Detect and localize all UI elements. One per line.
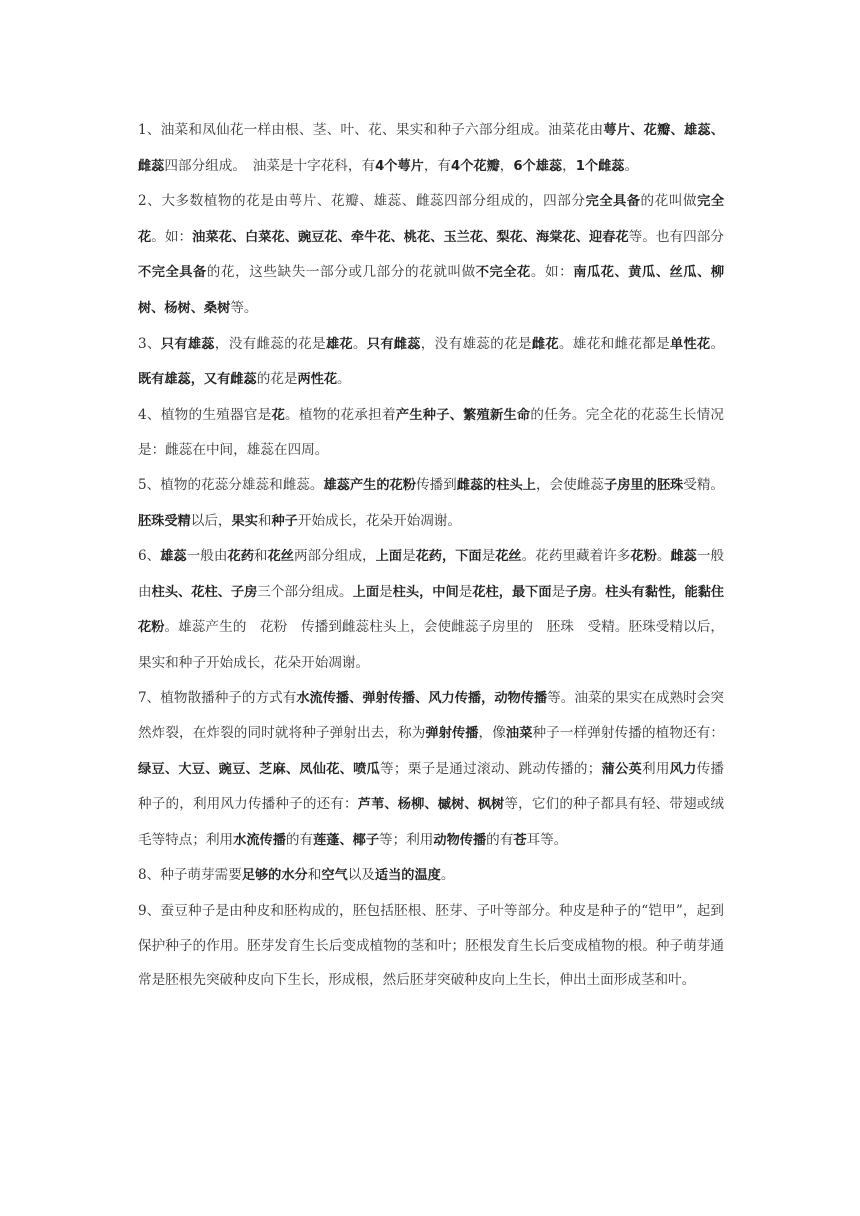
bold-text: 水流传播 bbox=[233, 832, 286, 848]
text-run: 8、种子萌芽需要 bbox=[138, 867, 242, 884]
text-run: 受精。 bbox=[683, 476, 725, 493]
text-run: 的有 bbox=[285, 831, 314, 848]
text-run: 等；利用 bbox=[379, 831, 434, 848]
bold-text: 完全花 bbox=[138, 194, 725, 245]
text-run: 的花叫做 bbox=[640, 193, 698, 210]
text-run: 的任务。完全花的花蕊生长情况是：雌蕊在中间，雄蕊在四周。 bbox=[138, 406, 725, 459]
text-run: 。 bbox=[591, 583, 606, 600]
bold-text: 油菜 bbox=[505, 726, 533, 742]
text-run: 两部分组成， bbox=[293, 548, 376, 565]
text-run: 和 bbox=[257, 512, 272, 529]
text-run: 3、 bbox=[138, 335, 161, 352]
text-run: 三个部分组成。 bbox=[257, 583, 353, 600]
bold-text: 南瓜花、黄瓜、丝瓜、柳树、杨树、桑树 bbox=[138, 265, 725, 316]
text-run: 2、大多数植物的花是由萼片、花瓣、雄蕊、雌蕊四部分组成的，四部分 bbox=[138, 193, 586, 210]
bold-text: 油菜花、白菜花、豌豆花、牵牛花、桃花、玉兰花、梨花、海棠花、迎春花 bbox=[192, 229, 629, 245]
bold-text: 不完全花 bbox=[475, 265, 531, 281]
bold-text: 绿豆、大豆、豌豆、芝麻、凤仙花、喷瓜 bbox=[138, 761, 381, 777]
bold-text: 花丝 bbox=[495, 549, 522, 565]
text-run: ，像 bbox=[478, 725, 506, 742]
paragraph-8 bbox=[138, 858, 724, 894]
text-run: 9、蚕豆种子是由种皮和胚构成的，胚包括胚根、胚芽、子叶等部分。种皮是种子的“铠甲”，起到保护种子的作用。胚芽发育生长后变成植物的茎和叶；胚根发育生长后变成植物的根。种子萌芽通常是胚根先突破种皮向下生长，形成根，然后胚芽突破种皮向上生长，伸出土面形成茎和叶。 bbox=[138, 903, 724, 989]
paragraph-6 bbox=[138, 539, 724, 680]
text-run: 等。油菜的果实在成熟时会突然炸裂，在炸裂的同时就将种子弹射出去，称为 bbox=[138, 689, 724, 742]
text-run: 。 bbox=[440, 867, 455, 884]
paragraph-5 bbox=[138, 468, 724, 539]
text-run: 。花药里藏着许多 bbox=[521, 548, 631, 565]
bold-text: 完全具备 bbox=[585, 194, 641, 210]
bold-text: 上面 bbox=[352, 584, 380, 600]
text-run: 等。也有四部分 bbox=[628, 228, 725, 245]
bold-text: 花丝 bbox=[267, 549, 294, 565]
bold-text: 雄花 bbox=[325, 336, 353, 352]
bold-text: 只有雌蕊 bbox=[366, 336, 421, 352]
text-run: 以及 bbox=[347, 867, 375, 884]
text-run: 。植物的花承担着 bbox=[285, 406, 396, 423]
bold-text: 花柱，最下面 bbox=[472, 584, 552, 600]
bold-text: 蒲公英 bbox=[601, 761, 642, 777]
text-run: 1、油菜和凤仙花一样由根、茎、叶、花、果实和种子六部分组成。油菜花由 bbox=[138, 122, 604, 138]
bold-text: 既有雄蕊，又有雌蕊 bbox=[138, 372, 257, 388]
bold-text: 果实 bbox=[231, 513, 258, 529]
text-run: 以后， bbox=[190, 512, 232, 529]
paragraph-3 bbox=[138, 327, 724, 398]
bold-text: 水流传播、弹射传播、风力传播，动物传播 bbox=[296, 690, 548, 706]
bold-text: 子房 bbox=[565, 584, 592, 600]
text-run: 。雄花和雌花都是 bbox=[558, 335, 671, 352]
text-run: 5、植物的花蕊分雄蕊和雌蕊。 bbox=[138, 476, 324, 493]
text-run: 等。 bbox=[230, 299, 258, 316]
bold-text: 芦苇、杨柳、槭树、枫树 bbox=[357, 797, 505, 813]
text-run: 等；栗子是通过滚动、跳动传播的； bbox=[380, 760, 602, 777]
text-run: 是 bbox=[458, 583, 473, 600]
text-run: 。 bbox=[656, 548, 671, 565]
text-run: 。 bbox=[352, 335, 367, 352]
bold-text: 雄蕊 bbox=[160, 549, 187, 565]
bold-text: 动物传播 bbox=[433, 832, 487, 848]
text-run: 。雄蕊产生的 花粉 传播到雌蕊柱头上，会使雌蕊子房里的 胚珠 受精。胚珠受精以后，果实和种子开始成长，花朵开始凋谢。 bbox=[138, 619, 724, 671]
text-run: 。如： bbox=[151, 228, 193, 245]
bold-text: 花药，下面 bbox=[415, 549, 482, 565]
text-run: 是 bbox=[379, 583, 393, 600]
paragraph-1 bbox=[138, 113, 724, 184]
text-run: 和 bbox=[307, 867, 322, 884]
text-run: 传播到 bbox=[415, 476, 457, 493]
text-run: 。 bbox=[624, 157, 639, 174]
bold-text: 空气 bbox=[321, 868, 348, 884]
bold-text: 花药 bbox=[227, 549, 254, 565]
text-run: 4、植物的生殖器官是 bbox=[138, 406, 272, 423]
text-run: ， bbox=[562, 157, 576, 174]
bold-text: 雌花 bbox=[531, 336, 559, 352]
bold-text: 子房里的胚珠 bbox=[604, 477, 684, 493]
bold-text: 种子 bbox=[271, 513, 298, 529]
text-run: 种子一样弹射传播的植物还有： bbox=[532, 725, 725, 742]
text-run: 7、植物散播种子的方式有 bbox=[138, 689, 297, 706]
text-run: 。如： bbox=[530, 264, 574, 281]
text-run: 四部分组成。 油菜是十字花科，有 bbox=[164, 157, 376, 174]
bold-text: 弹射传播 bbox=[425, 726, 479, 742]
bold-text: 花 bbox=[271, 407, 286, 423]
paragraph-9 bbox=[138, 894, 724, 998]
bold-text: 不完全具备 bbox=[138, 265, 207, 281]
text-run: 是 bbox=[551, 583, 566, 600]
paragraph-4 bbox=[138, 398, 724, 468]
bold-text: 苍 bbox=[513, 832, 527, 848]
text-run: ，有 bbox=[423, 157, 452, 174]
bold-text: 4个花瓣 bbox=[451, 158, 500, 174]
text-run: 是 bbox=[481, 548, 496, 565]
bold-text: 萼片、花瓣、雄蕊、雌蕊 bbox=[138, 123, 724, 174]
text-run: 。 bbox=[710, 335, 725, 352]
text-run: ，没有雄蕊的花是 bbox=[420, 335, 532, 352]
bold-text: 上面 bbox=[375, 549, 402, 565]
bold-text: 足够的水分 bbox=[241, 868, 308, 884]
text-run: 利用 bbox=[641, 760, 670, 777]
text-run: 开始成长，花朵开始凋谢。 bbox=[297, 512, 461, 529]
text-run: 一般由 bbox=[186, 548, 228, 565]
text-run: 和 bbox=[253, 548, 268, 565]
bold-text: 柱头、花柱、子房 bbox=[151, 584, 258, 600]
bold-text: 雄蕊产生的花粉 bbox=[323, 477, 416, 493]
bold-text: 雌蕊的柱头上 bbox=[456, 477, 536, 493]
text-run: 传播种子的，利用风力传播种子的还有： bbox=[138, 760, 725, 813]
bold-text: 两性花 bbox=[297, 372, 338, 388]
paragraph-7 bbox=[138, 681, 724, 859]
text-run: ，会使雌蕊 bbox=[535, 476, 605, 493]
text-run: 耳等。 bbox=[526, 831, 568, 848]
bold-text: 4个萼片 bbox=[375, 158, 424, 174]
text-run: 的花，这些缺失一部分或几部分的花就叫做 bbox=[206, 264, 476, 281]
bold-text: 莲蓬、椰子 bbox=[313, 832, 380, 848]
text-run: 等，它们的种子都具有轻、带翅或绒毛等特点；利用 bbox=[138, 796, 725, 848]
bold-text: 产生种子、繁殖新生命 bbox=[395, 407, 531, 423]
text-run: 的有 bbox=[486, 831, 514, 848]
bold-text: 1个雌蕊 bbox=[575, 158, 625, 174]
document-page bbox=[138, 113, 724, 998]
text-run: ，没有雌蕊的花是 bbox=[214, 335, 326, 352]
paragraph-2 bbox=[138, 184, 724, 326]
bold-text: 只有雄蕊 bbox=[160, 336, 215, 352]
bold-text: 雌蕊 bbox=[670, 549, 697, 565]
bold-text: 柱头，中间 bbox=[392, 584, 459, 600]
text-run: 一般由 bbox=[138, 548, 725, 600]
text-run: 是 bbox=[401, 548, 416, 565]
text-run: 6、 bbox=[138, 548, 161, 565]
text-run: 的花是 bbox=[256, 371, 298, 388]
bold-text: 花粉 bbox=[630, 549, 657, 565]
text-run: 。 bbox=[337, 371, 351, 388]
bold-text: 柱头有黏性，能黏住花粉 bbox=[138, 584, 725, 636]
bold-text: 6个雄蕊 bbox=[513, 158, 563, 174]
text-run: ， bbox=[499, 157, 514, 174]
bold-text: 胚珠受精 bbox=[138, 513, 191, 529]
bold-text: 单性花 bbox=[670, 336, 711, 352]
bold-text: 适当的温度 bbox=[374, 868, 441, 884]
bold-text: 风力 bbox=[669, 761, 697, 777]
